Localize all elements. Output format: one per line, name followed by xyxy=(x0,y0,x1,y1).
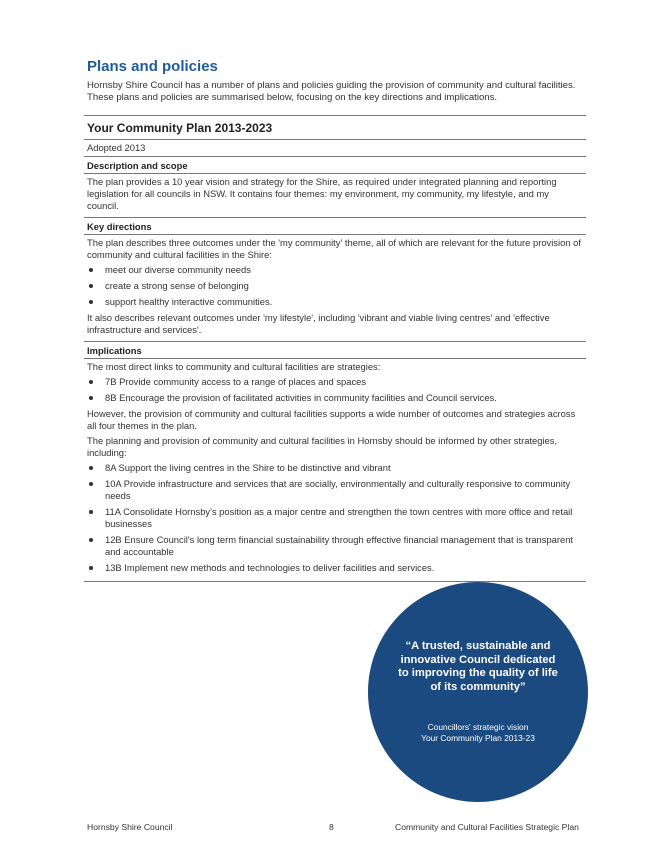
implications-lead: The most direct links to community and cultural facilities are strategies: xyxy=(87,361,381,372)
list-item: 10A Provide infrastructure and services that are socially, environmentally and culturally responsive to community needs xyxy=(87,478,583,502)
page-title: Plans and policies xyxy=(87,58,218,75)
vision-quote-circle xyxy=(368,582,588,802)
implications-section xyxy=(84,359,586,580)
list-item: 8B Encourage the provision of facilitated activities in community facilities and Council services. xyxy=(87,392,583,404)
list-item: support healthy interactive communities. xyxy=(87,296,583,308)
implications-list-a xyxy=(87,376,583,404)
implications-list-b xyxy=(87,462,583,574)
list-item: 11A Consolidate Hornsby's position as a major centre and strengthen the town centres with more office and retail businesses xyxy=(87,506,583,530)
key-directions-tail: It also describes relevant outcomes under 'my lifestyle', including 'vibrant and viable living centres' and 'effective infrastructure and services'. xyxy=(87,312,550,335)
description-heading: Description and scope xyxy=(87,160,188,171)
list-item: meet our diverse community needs xyxy=(87,264,583,276)
table-bottom-rule xyxy=(84,581,586,582)
list-item: 12B Ensure Council's long term financial sustainability through effective financial management that is transparent and accountable xyxy=(87,534,583,558)
key-directions-heading: Key directions xyxy=(87,221,152,232)
quote-attribution xyxy=(388,722,568,744)
list-item: 13B Implement new methods and technologies to deliver facilities and services. xyxy=(87,562,583,574)
description-section xyxy=(84,174,586,217)
implications-middle: However, the provision of community and cultural facilities supports a wide number of outcomes and strategies across all four themes in the plan. xyxy=(87,408,576,431)
list-item: 8A Support the living centres in the Shire to be distinctive and vibrant xyxy=(87,462,583,474)
key-directions-lead: The plan describes three outcomes under the 'my community' theme, all of which are relevant for the future provision of community and cultural facilities in the Shire: xyxy=(87,237,581,260)
intro-paragraph: Hornsby Shire Council has a number of plans and policies guiding the provision of community and cultural facilities. These plans and policies are summarised below, focusing on the key directions and implications. xyxy=(87,80,576,103)
footer-page-number: 8 xyxy=(329,822,334,832)
footer-document-title: Community and Cultural Facilities Strategic Plan xyxy=(395,822,579,832)
plan-title: Your Community Plan 2013-2023 xyxy=(87,121,273,135)
key-directions-section xyxy=(84,235,586,341)
plan-summary-table xyxy=(84,115,586,582)
key-directions-list xyxy=(87,264,583,308)
attribution-line-1: Councillors' strategic vision xyxy=(427,722,529,732)
vision-quote: “A trusted, sustainable and innovative Council dedicated to improving the quality of life of its community” xyxy=(398,640,558,693)
description-text: The plan provides a 10 year vision and strategy for the Shire, as required under integrated planning and reporting legislation for all councils in NSW. It contains four themes: my environment, my community, my lifestyle, and my council. xyxy=(87,176,557,211)
implications-middle-2: The planning and provision of community and cultural facilities in Hornsby should be informed by other strategies, including: xyxy=(87,435,558,458)
list-item: 7B Provide community access to a range of places and spaces xyxy=(87,376,583,388)
adopted-date: Adopted 2013 xyxy=(87,142,146,153)
implications-heading: Implications xyxy=(87,345,142,356)
attribution-line-2: Your Community Plan 2013-23 xyxy=(421,733,535,743)
list-item: create a strong sense of belonging xyxy=(87,280,583,292)
footer-organisation: Hornsby Shire Council xyxy=(87,822,173,832)
